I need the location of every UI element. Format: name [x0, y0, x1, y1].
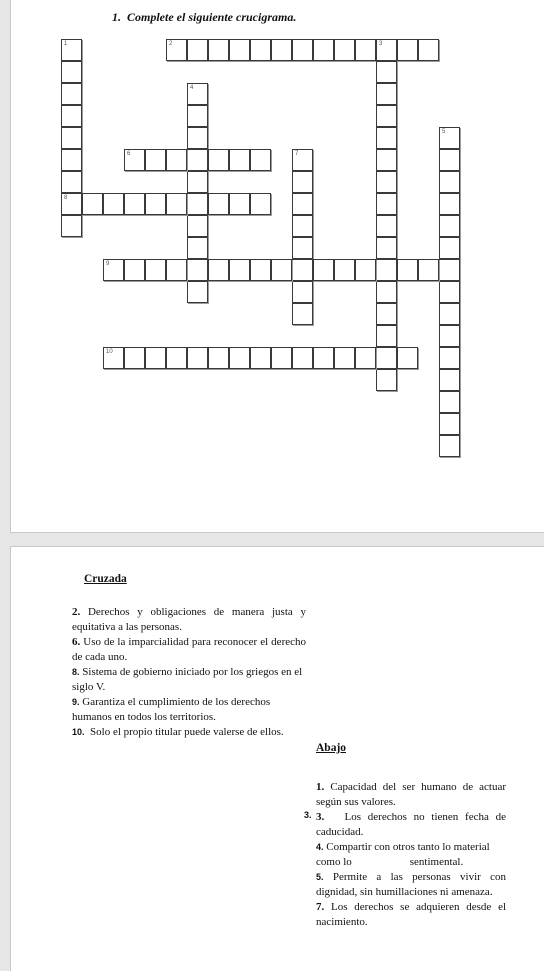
- crossword-cell[interactable]: [439, 413, 460, 435]
- clue-number: 7.: [316, 901, 325, 913]
- crossword-cell[interactable]: [187, 39, 208, 61]
- crossword-cell[interactable]: [439, 259, 460, 281]
- crossword-cell[interactable]: [376, 193, 397, 215]
- crossword-cell[interactable]: [439, 325, 460, 347]
- crossword-cell[interactable]: [376, 237, 397, 259]
- crossword-cell[interactable]: [292, 259, 313, 281]
- crossword-cell[interactable]: [376, 369, 397, 391]
- crossword-cell[interactable]: [250, 39, 271, 61]
- crossword-cell[interactable]: [82, 193, 103, 215]
- across-clue-2: [72, 605, 306, 635]
- crossword-cell[interactable]: [166, 39, 187, 61]
- crossword-cell[interactable]: [166, 149, 187, 171]
- crossword-cell[interactable]: [439, 171, 460, 193]
- clue-number: 5.: [316, 872, 324, 882]
- crossword-cell[interactable]: [166, 193, 187, 215]
- across-clue-9: [72, 695, 306, 725]
- clue-text: Derechos y obligaciones de manera justa y equitativa a las personas.: [72, 606, 307, 633]
- clue-number: 10.: [72, 727, 85, 737]
- crossword-cell[interactable]: [61, 149, 82, 171]
- crossword-cell[interactable]: [376, 105, 397, 127]
- crossword-cell[interactable]: [418, 39, 439, 61]
- clue-text: Los derechos se adquieren desde el nacimiento.: [316, 901, 507, 928]
- crossword-cell[interactable]: [271, 39, 292, 61]
- crossword-cell[interactable]: [208, 193, 229, 215]
- crossword-cell[interactable]: [292, 39, 313, 61]
- crossword-cell[interactable]: [61, 127, 82, 149]
- crossword-cell[interactable]: [61, 61, 82, 83]
- clue-text: Solo el propio titular puede valerse de ellos.: [90, 726, 284, 738]
- crossword-cell[interactable]: [61, 193, 82, 215]
- crossword-cell[interactable]: [187, 237, 208, 259]
- crossword-cell[interactable]: [292, 237, 313, 259]
- crossword-cell[interactable]: [145, 259, 166, 281]
- across-clue-10: [72, 725, 306, 740]
- crossword-cell[interactable]: [439, 347, 460, 369]
- crossword-cell[interactable]: [292, 215, 313, 237]
- clue-number: 9.: [72, 697, 80, 707]
- clue-text: Compartir con otros tanto lo material como lo: [316, 841, 490, 868]
- crossword-cell[interactable]: [103, 259, 124, 281]
- crossword-cell[interactable]: [187, 193, 208, 215]
- down-clue-4: [316, 840, 506, 870]
- crossword-cell[interactable]: [187, 347, 208, 369]
- crossword-cell[interactable]: [376, 83, 397, 105]
- crossword-cell[interactable]: [355, 259, 376, 281]
- crossword-cell[interactable]: [61, 171, 82, 193]
- crossword-cell[interactable]: [376, 215, 397, 237]
- clue-text: Capacidad del ser humano de actuar según sus valores.: [316, 781, 506, 808]
- crossword-cell[interactable]: [187, 215, 208, 237]
- crossword-cell[interactable]: [397, 259, 418, 281]
- clue-text: Uso de la imparcialidad para reconocer el derecho de cada uno.: [72, 636, 306, 663]
- crossword-cell[interactable]: [397, 347, 418, 369]
- crossword-cell[interactable]: [439, 127, 460, 149]
- crossword-cell[interactable]: [103, 193, 124, 215]
- crossword-cell[interactable]: [292, 347, 313, 369]
- crossword-cell[interactable]: [103, 347, 124, 369]
- crossword-cell[interactable]: [229, 149, 250, 171]
- crossword-cell[interactable]: [355, 39, 376, 61]
- down-clue-3: [316, 810, 506, 840]
- across-clue-8: [72, 665, 306, 695]
- crossword-cell[interactable]: [376, 303, 397, 325]
- crossword-clue-number: 7: [295, 151, 299, 157]
- down-clue-7: [316, 900, 506, 930]
- crossword-cell[interactable]: [208, 149, 229, 171]
- across-heading: Cruzada: [84, 573, 127, 585]
- crossword-clue-number: 5: [442, 129, 446, 135]
- crossword-clue-number: 9: [106, 261, 110, 267]
- crossword-cell[interactable]: [271, 259, 292, 281]
- crossword-cell[interactable]: [439, 237, 460, 259]
- clue-number: 8.: [72, 667, 80, 677]
- crossword-cell[interactable]: [376, 347, 397, 369]
- crossword-cell[interactable]: [334, 259, 355, 281]
- crossword-cell[interactable]: [250, 259, 271, 281]
- crossword-cell[interactable]: [250, 149, 271, 171]
- crossword-cell[interactable]: [166, 259, 187, 281]
- clue-number: 1.: [316, 781, 325, 793]
- crossword-cell[interactable]: [355, 347, 376, 369]
- clue-number: 6.: [72, 636, 81, 648]
- crossword-cell[interactable]: [313, 259, 334, 281]
- crossword-cell[interactable]: [376, 171, 397, 193]
- crossword-cell[interactable]: [418, 259, 439, 281]
- clue-text: Los derechos no tienen fecha de caducidad.: [316, 811, 506, 838]
- crossword-cell[interactable]: [187, 259, 208, 281]
- crossword-cell[interactable]: [271, 347, 292, 369]
- crossword-cell[interactable]: [61, 105, 82, 127]
- clues-page: [10, 546, 544, 971]
- crossword-clue-number: 4: [190, 85, 194, 91]
- crossword-cell[interactable]: [187, 83, 208, 105]
- crossword-cell[interactable]: [397, 39, 418, 61]
- crossword-cell[interactable]: [334, 39, 355, 61]
- crossword-cell[interactable]: [439, 303, 460, 325]
- crossword-cell[interactable]: [229, 39, 250, 61]
- crossword-cell[interactable]: [376, 127, 397, 149]
- crossword-clue-number: 1: [64, 41, 68, 47]
- crossword-cell[interactable]: [292, 281, 313, 303]
- crossword-cell[interactable]: [250, 347, 271, 369]
- crossword-cell[interactable]: [376, 259, 397, 281]
- clue-number: 4.: [316, 842, 324, 852]
- clue-text: Sistema de gobierno iniciado por los griegos en el siglo V.: [72, 666, 303, 693]
- crossword-cell[interactable]: [250, 193, 271, 215]
- crossword-clue-number: 2: [169, 41, 173, 47]
- crossword-cell[interactable]: [439, 391, 460, 413]
- crossword-cell[interactable]: [292, 171, 313, 193]
- crossword-clue-number: 6: [127, 151, 131, 157]
- crossword-cell[interactable]: [124, 193, 145, 215]
- crossword-cell[interactable]: [208, 259, 229, 281]
- crossword-cell[interactable]: [439, 435, 460, 457]
- crossword-cell[interactable]: [376, 61, 397, 83]
- crossword-cell[interactable]: [439, 193, 460, 215]
- crossword-cell[interactable]: [61, 39, 82, 61]
- down-clue-list: [316, 780, 506, 930]
- crossword-cell[interactable]: [187, 171, 208, 193]
- clue-number: 2.: [72, 606, 81, 618]
- crossword-cell[interactable]: [166, 347, 187, 369]
- crossword-cell[interactable]: [292, 193, 313, 215]
- crossword-cell[interactable]: [439, 149, 460, 171]
- crossword-cell[interactable]: [313, 39, 334, 61]
- down-clue-1: [316, 780, 506, 810]
- crossword-cell[interactable]: [229, 259, 250, 281]
- crossword-cell[interactable]: [124, 347, 145, 369]
- crossword-cell[interactable]: [229, 347, 250, 369]
- crossword-cell[interactable]: [187, 149, 208, 171]
- crossword-cell[interactable]: [124, 149, 145, 171]
- crossword-cell[interactable]: [439, 369, 460, 391]
- crossword-cell[interactable]: [334, 347, 355, 369]
- crossword-cell[interactable]: [292, 303, 313, 325]
- clue-text: Permite a las personas vivir con dignidad, sin humillaciones ni amenaza.: [316, 871, 507, 898]
- crossword-clue-number: 3: [379, 41, 383, 47]
- crossword-cell[interactable]: [124, 259, 145, 281]
- down-heading: Abajo: [316, 742, 347, 754]
- clue-text: Garantiza el cumplimiento de los derechos humanos en todos los territorios.: [72, 696, 271, 723]
- exercise-number: 1.: [112, 10, 121, 24]
- crossword-cell[interactable]: [61, 215, 82, 237]
- crossword-clue-number: 10: [106, 349, 113, 355]
- crossword-clue-number: 8: [64, 195, 68, 201]
- crossword-cell[interactable]: [229, 193, 250, 215]
- crossword-cell[interactable]: [376, 149, 397, 171]
- crossword-cell[interactable]: [187, 281, 208, 303]
- crossword-cell[interactable]: [145, 193, 166, 215]
- crossword-cell[interactable]: [376, 39, 397, 61]
- crossword-cell[interactable]: [313, 347, 334, 369]
- crossword-cell[interactable]: [145, 347, 166, 369]
- down-clue-5: [316, 870, 506, 900]
- crossword-cell[interactable]: [187, 105, 208, 127]
- exercise-title-text: Complete el siguiente crucigrama.: [127, 10, 297, 24]
- crossword-page: [10, 0, 544, 533]
- crossword-cell[interactable]: [145, 149, 166, 171]
- clue-number: 3.: [316, 811, 325, 823]
- clue-text-continued: sentimental.: [409, 856, 464, 868]
- across-clue-6: [72, 635, 306, 665]
- across-clue-list: [72, 605, 306, 740]
- down-clue-3-outer-number: 3.: [304, 810, 312, 820]
- crossword-cell[interactable]: [439, 215, 460, 237]
- crossword-grid: [11, 0, 544, 470]
- crossword-cell[interactable]: [61, 83, 82, 105]
- crossword-cell[interactable]: [439, 281, 460, 303]
- crossword-cell[interactable]: [208, 347, 229, 369]
- crossword-cell[interactable]: [376, 281, 397, 303]
- crossword-cell[interactable]: [187, 127, 208, 149]
- crossword-cell[interactable]: [376, 325, 397, 347]
- crossword-cell[interactable]: [292, 149, 313, 171]
- crossword-cell[interactable]: [208, 39, 229, 61]
